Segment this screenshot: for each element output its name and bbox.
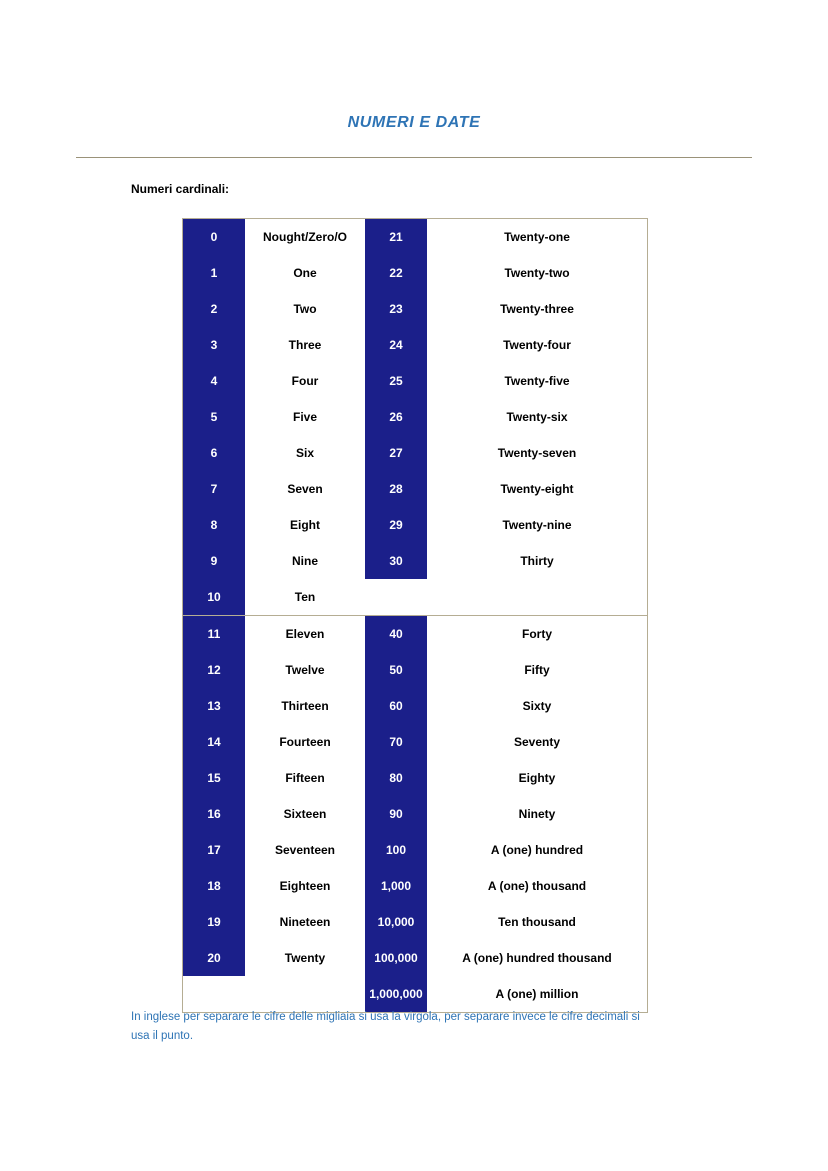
cell-right-word: Eighty [427, 760, 648, 796]
table-row [183, 471, 648, 507]
cell-right-num: 22 [365, 255, 427, 291]
cell-left-word: Fifteen [245, 760, 365, 796]
cell-left-word: Seven [245, 471, 365, 507]
table-cardinals-11-million [182, 616, 648, 1013]
table-row [183, 652, 648, 688]
cell-left-word: Eight [245, 507, 365, 543]
cell-right-num: 21 [365, 219, 427, 256]
cell-left-num: 2 [183, 291, 246, 327]
table-row [183, 868, 648, 904]
cell-left-num: 10 [183, 579, 246, 616]
cell-right-num: 23 [365, 291, 427, 327]
table-row [183, 616, 648, 652]
cell-left-word: Six [245, 435, 365, 471]
cell-left-word: Nine [245, 543, 365, 579]
cell-left-word: Seventeen [245, 832, 365, 868]
cell-left-num: 12 [183, 652, 246, 688]
cell-right-num: 27 [365, 435, 427, 471]
table-row [183, 291, 648, 327]
cell-right-word: Twenty-two [427, 255, 648, 291]
title-divider [76, 157, 752, 158]
cell-right-num: 1,000 [365, 868, 427, 904]
cell-right-word: Twenty-nine [427, 507, 648, 543]
table-row [183, 760, 648, 796]
cell-left-num: 8 [183, 507, 246, 543]
cell-right-num: 100,000 [365, 940, 427, 976]
cell-right-word: Twenty-eight [427, 471, 648, 507]
table-row [183, 688, 648, 724]
cell-left-word: One [245, 255, 365, 291]
cell-left-word: Three [245, 327, 365, 363]
cell-right-num: 80 [365, 760, 427, 796]
cell-right-num: 28 [365, 471, 427, 507]
table-row [183, 327, 648, 363]
cell-left-num: 7 [183, 471, 246, 507]
cell-left-num: 11 [183, 616, 246, 652]
cell-left-word: Twelve [245, 652, 365, 688]
cell-left-word: Eleven [245, 616, 365, 652]
cell-left-word: Five [245, 399, 365, 435]
cell-left-word: Twenty [245, 940, 365, 976]
table-row [183, 219, 648, 256]
cell-left-word: Eighteen [245, 868, 365, 904]
cell-left-word: Nineteen [245, 904, 365, 940]
cell-left-word: Fourteen [245, 724, 365, 760]
cell-left-num: 0 [183, 219, 246, 256]
cell-right-word: Twenty-five [427, 363, 648, 399]
cell-right-num: 24 [365, 327, 427, 363]
table-row [183, 724, 648, 760]
cell-right-word: Seventy [427, 724, 648, 760]
cell-right-word: Twenty-three [427, 291, 648, 327]
cell-right-word: A (one) hundred thousand [427, 940, 648, 976]
cell-left-num: 14 [183, 724, 246, 760]
table-cardinals-0-30 [182, 218, 648, 616]
cell-right-word: Ninety [427, 796, 648, 832]
section-heading: Numeri cardinali: [131, 182, 230, 196]
cell-left-word: Nought/Zero/O [245, 219, 365, 256]
table-row [183, 363, 648, 399]
cell-left-num: 3 [183, 327, 246, 363]
cell-right-num: 30 [365, 543, 427, 579]
cell-right-word: Forty [427, 616, 648, 652]
table-row [183, 507, 648, 543]
cell-left-num: 17 [183, 832, 246, 868]
cell-right-word: Twenty-seven [427, 435, 648, 471]
cell-right-num: 90 [365, 796, 427, 832]
cell-left-num: 1 [183, 255, 246, 291]
cell-left-word: Thirteen [245, 688, 365, 724]
cell-left-num: 6 [183, 435, 246, 471]
table-body-0-30 [183, 219, 648, 616]
table-row [183, 399, 648, 435]
cell-right-word: A (one) million [427, 976, 648, 1013]
cell-right-word: Thirty [427, 543, 648, 579]
cell-left-num: 15 [183, 760, 246, 796]
table-row [183, 940, 648, 976]
cell-right-num: 40 [365, 616, 427, 652]
cell-left-num: 19 [183, 904, 246, 940]
cell-left-num: 9 [183, 543, 246, 579]
cell-right-num: 50 [365, 652, 427, 688]
cell-left-num: 4 [183, 363, 246, 399]
cell-right-word: A (one) hundred [427, 832, 648, 868]
cell-left-word: Ten [245, 579, 365, 616]
cell-right-num: 10,000 [365, 904, 427, 940]
table-row [183, 435, 648, 471]
cell-right-num: 29 [365, 507, 427, 543]
cell-right-num: 70 [365, 724, 427, 760]
cell-right-num: 100 [365, 832, 427, 868]
cell-left-num: 16 [183, 796, 246, 832]
table-body-11-million [183, 616, 648, 1013]
cell-left-word: Two [245, 291, 365, 327]
cell-right-word: A (one) thousand [427, 868, 648, 904]
table-row [183, 832, 648, 868]
cell-left-word: Four [245, 363, 365, 399]
table-row [183, 255, 648, 291]
cardinal-numbers-tables [182, 218, 646, 1013]
cell-right-num: 26 [365, 399, 427, 435]
cell-right-num: 60 [365, 688, 427, 724]
cell-right-word: Twenty-one [427, 219, 648, 256]
cell-right-word: Sixty [427, 688, 648, 724]
footnote-text: In inglese per separare le cifre delle migliaia si usa la virgola, per separare invece le cifre decimali si usa il punto. [131, 1011, 640, 1042]
table-row [183, 904, 648, 940]
cell-right-word: Fifty [427, 652, 648, 688]
cell-right-word: Ten thousand [427, 904, 648, 940]
cell-right-num [365, 579, 427, 616]
cell-right-num: 1,000,000 [365, 976, 427, 1013]
table-row [183, 796, 648, 832]
cell-right-word: Twenty-six [427, 399, 648, 435]
table-row [183, 543, 648, 579]
cell-left-num: 5 [183, 399, 246, 435]
page-title: NUMERI E DATE [347, 114, 481, 131]
cell-left-num: 13 [183, 688, 246, 724]
cell-left-num: 18 [183, 868, 246, 904]
cell-left-num: 20 [183, 940, 246, 976]
cell-right-word [427, 579, 648, 616]
table-row [183, 579, 648, 616]
cell-right-word: Twenty-four [427, 327, 648, 363]
cell-right-num: 25 [365, 363, 427, 399]
cell-left-word: Sixteen [245, 796, 365, 832]
